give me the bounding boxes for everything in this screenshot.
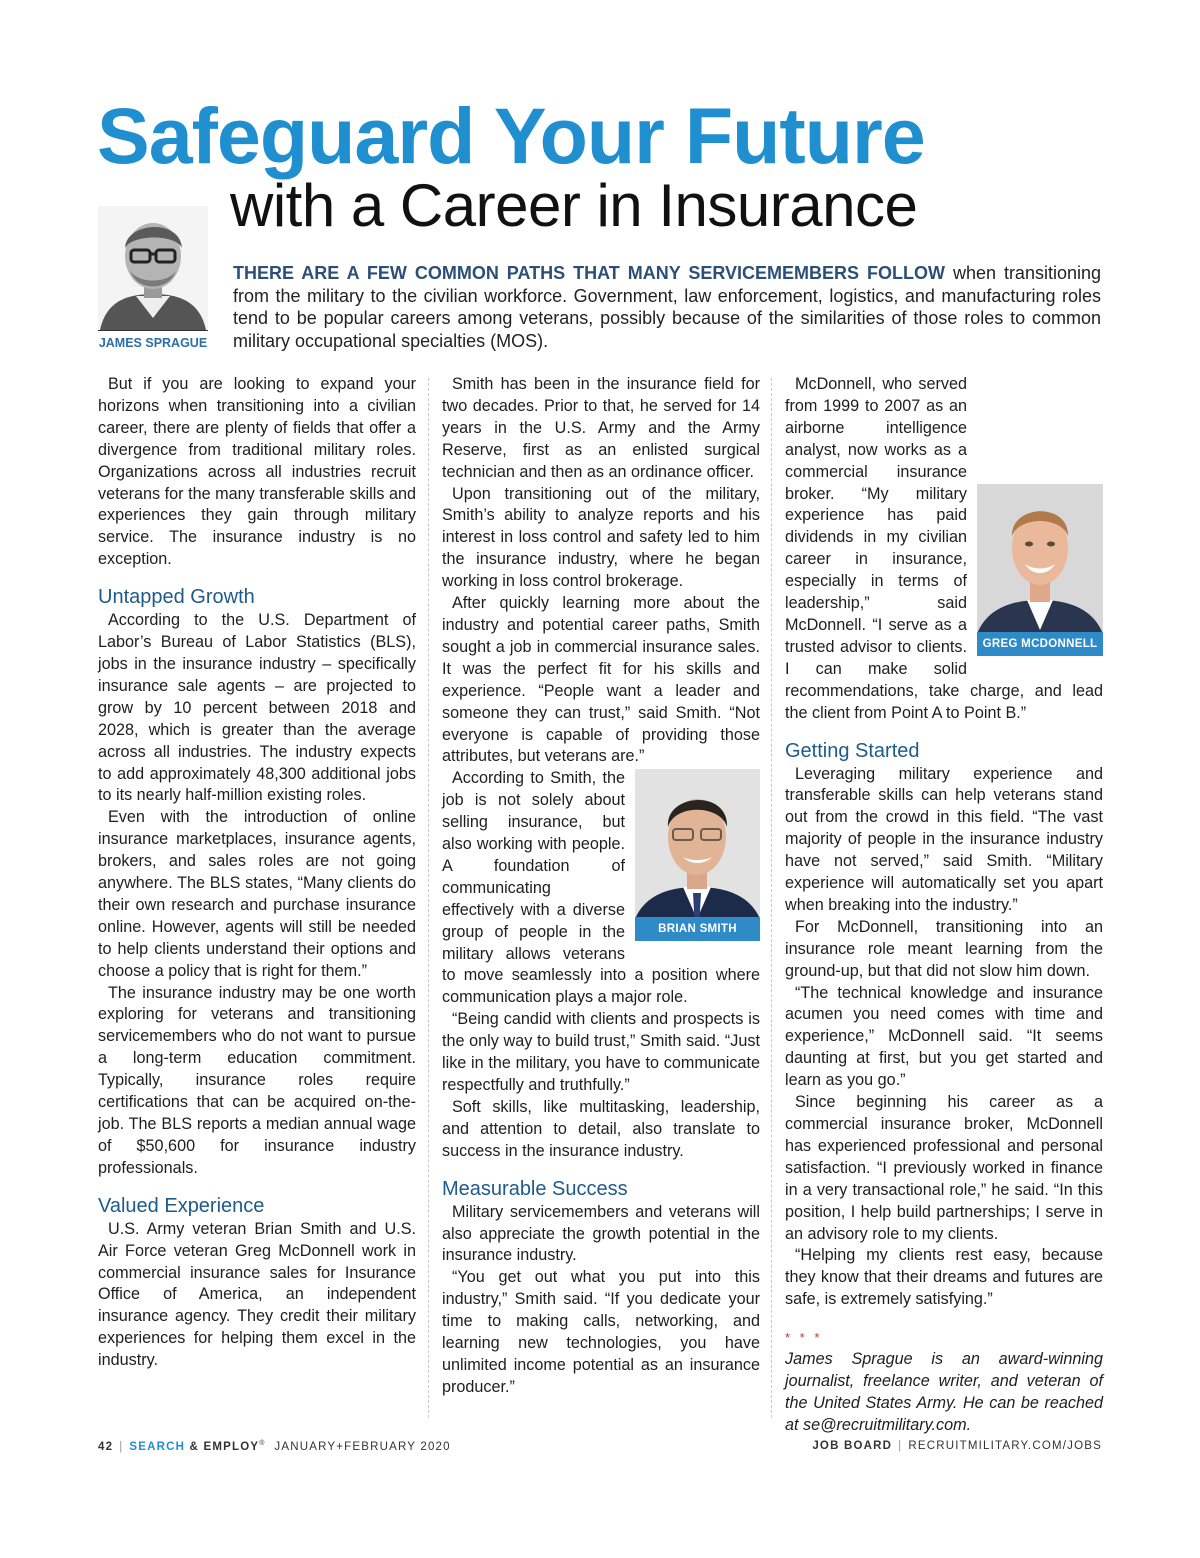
subheading-getting-started: Getting Started	[785, 739, 920, 762]
column-1	[98, 374, 416, 1372]
author-caption: JAMES SPRAGUE	[98, 330, 208, 355]
paragraph: For McDonnell, transitioning into an insurance role meant learning from the ground-up, but that did not slow him down.	[785, 917, 1103, 980]
intro-lead: THERE ARE A FEW COMMON PATHS THAT MANY SERVICEMEMBERS FOLLOW	[233, 263, 945, 283]
column-divider-2	[771, 378, 772, 1418]
paragraph: “You get out what you put into this industry,” Smith said. “If you dedicate your time to making calls, networking, and learning new technologies, you have unlimited income potential as an insurance producer.”	[442, 1268, 760, 1396]
paragraph: McDonnell, who served from 1999 to 2007 as an airborne intelligence analyst, now works as a commercial insurance broker. “My military experience has paid dividends in my civilian career in insurance, especially in terms of leadership,” said McDonnell. “I serve as a trusted advisor to clients. I can make solid recommendations, take charge, and lead the client from Point A to Point B.”	[785, 375, 1103, 722]
greg-mcdonnell-caption: GREG MCDONNELL	[977, 632, 1103, 656]
subheading-measurable-success: Measurable Success	[442, 1177, 628, 1200]
brian-smith-photo	[635, 769, 760, 941]
paragraph: “The technical knowledge and insurance acumen you need comes with time and experience,” McDonnell said. “It seems daunting at first, but you get started and learn as you go.”	[785, 983, 1103, 1090]
footer-right: JOB BOARD | RECRUITMILITARY.COM/JOBS	[812, 1440, 1102, 1452]
author-photo	[98, 206, 208, 330]
publication-search: SEARCH	[129, 1440, 186, 1453]
column-divider-1	[428, 378, 429, 1418]
column-3	[785, 374, 1103, 1437]
greg-mcdonnell-photo	[977, 484, 1103, 656]
page-number: 42	[98, 1440, 114, 1453]
issue-date: JANUARY+FEBRUARY 2020	[274, 1440, 451, 1453]
intro-body: when transitioning from the military to the civilian workforce. Government, law enforcement, logistics, and manufacturing roles tend to be popular careers among veterans, possibly because of the similarities of those roles to common military occupational specialties (MOS).	[233, 263, 1101, 351]
paragraph: But if you are looking to expand your horizons when transitioning into a civilian career, there are plenty of fields that offer a divergence from traditional military roles. Organizations across all industries recruit veterans for the many transferable skills and experiences they gain through military service. The insurance industry is no exception.	[98, 375, 416, 569]
paragraph: Upon transitioning out of the military, Smith’s ability to analyze reports and his interest in loss control and safety led to him the insurance industry, where he began working in loss control brokerage.	[442, 484, 760, 591]
headline-line-1: Safeguard Your Future	[97, 91, 925, 180]
headline-line-2: with a Career in Insurance	[230, 172, 918, 239]
subheading-untapped-growth: Untapped Growth	[98, 586, 255, 609]
intro-paragraph	[233, 262, 1101, 352]
paragraph: According to the U.S. Department of Labor’s Bureau of Labor Statistics (BLS), jobs in the insurance industry – specifically insurance sale agents – are projected to grow by 10 percent between 2018 and 2028, which is greater than the average across all industries. The industry expects to add approximately 48,300 additional jobs to its nearly half-million existing roles.	[98, 611, 416, 805]
column-2	[442, 374, 760, 1399]
registered-mark: ®	[259, 1440, 266, 1447]
section-break-stars: * * *	[785, 1330, 823, 1346]
paragraph: Even with the introduction of online insurance marketplaces, insurance agents, brokers, and sales roles are not going anywhere. The BLS states, “Many clients do their own research and purchase insurance online. However, agents will still be needed to help clients understand their options and choose a policy that is right for them.”	[98, 808, 416, 980]
section-name: JOB BOARD	[812, 1440, 893, 1452]
paragraph: Soft skills, like multitasking, leadership, and attention to detail, also translate to success in the insurance industry.	[442, 1097, 760, 1160]
paragraph: “Being candid with clients and prospects is the only way to build trust,” Smith said. “Just like in the military, you have to communicate respectfully and truthfully.”	[442, 1010, 760, 1094]
paragraph: “Helping my clients rest easy, because they know that their dreams and futures are safe, is extremely satisfying.”	[785, 1246, 1103, 1309]
subheading-valued-experience: Valued Experience	[98, 1194, 265, 1217]
author-bio: James Sprague is an award-winning journalist, freelance writer, and veteran of the United States Army. He can be reached at se@recruitmilitary.com.	[785, 1350, 1103, 1434]
paragraph: U.S. Army veteran Brian Smith and U.S. Air Force veteran Greg McDonnell work in commercial insurance sales for Insurance Office of America, an independent insurance agency. They credit their military experiences for helping them excel in the industry.	[98, 1219, 416, 1370]
publication-employ: & EMPLOY	[185, 1440, 260, 1453]
paragraph: Leveraging military experience and transferable skills can help veterans stand out from the crowd in this field. “The vast majority of people in the insurance industry have not served,” said Smith. “Military experience will automatically set you apart when breaking into the industry.”	[785, 764, 1103, 914]
footer-left: 42 | SEARCH & EMPLOY® JANUARY+FEBRUARY 2020	[98, 1440, 451, 1453]
paragraph: Military servicemembers and veterans will also appreciate the growth potential in the insurance industry.	[442, 1202, 760, 1265]
brian-smith-caption: BRIAN SMITH	[635, 917, 760, 941]
paragraph: Since beginning his career as a commercial insurance broker, McDonnell has experienced professional and personal satisfaction. “I previously worked in finance in a very transactional role,” he said. “In this position, I help build partnerships; I serve in an advisory role to my clients.	[785, 1093, 1103, 1243]
footer-url[interactable]: RECRUITMILITARY.COM/JOBS	[908, 1440, 1102, 1452]
paragraph: After quickly learning more about the industry and potential career paths, Smith sought a job in commercial insurance sales. It was the perfect fit for his skills and experience. “People want a leader and someone they can trust,” said Smith. “Not everyone is capable of providing those attributes, but veterans are.”	[442, 594, 760, 766]
paragraph: The insurance industry may be one worth exploring for veterans and transitioning servicemembers who do not want to pursue a long-term education commitment. Typically, insurance roles require certifications that can be acquired on-the-job. The BLS reports a median annual wage of $50,600 for insurance industry professionals.	[98, 983, 416, 1177]
paragraph: Smith has been in the insurance field for two decades. Prior to that, he served for 14 years in the U.S. Army and the Army Reserve, first as an enlisted surgical technician and then as an ordinance officer.	[442, 375, 760, 481]
paragraph: According to Smith, the job is not solely about selling insurance, but also working with people. A foundation of communicating effectively with a diverse group of people in the military allows veterans to move seamlessly into a position where communication plays a major role.	[442, 769, 760, 1007]
